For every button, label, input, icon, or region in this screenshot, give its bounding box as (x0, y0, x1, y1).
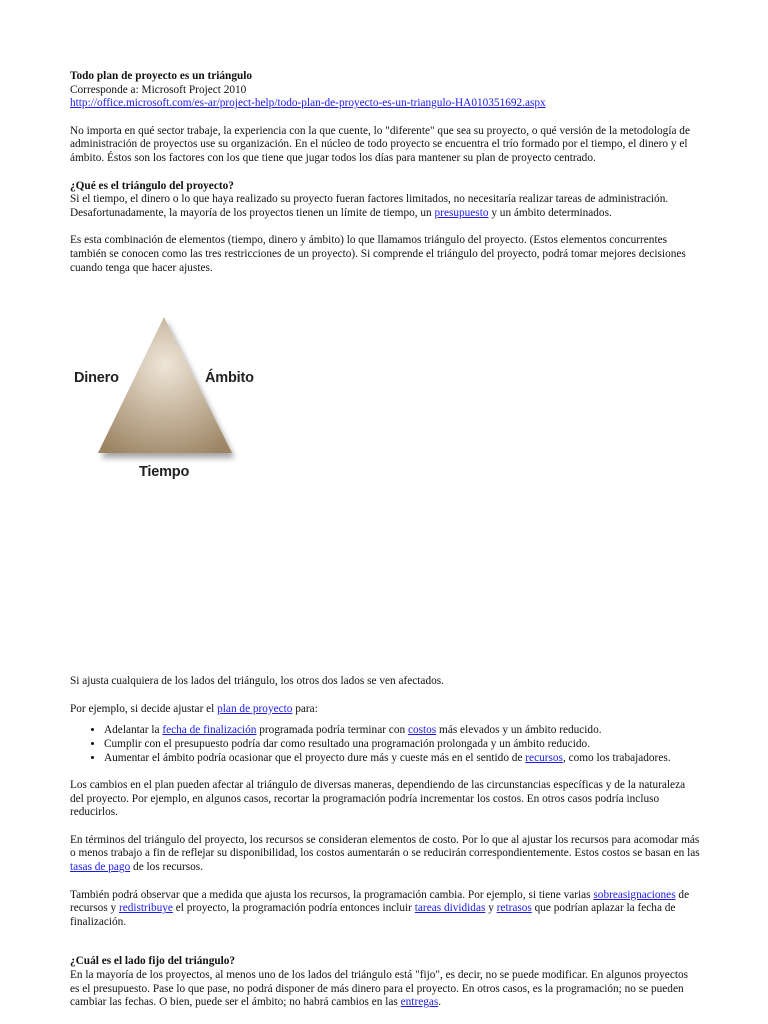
finish-date-link[interactable]: fecha de finalización (162, 724, 257, 737)
section-heading-fixed-side: ¿Cuál es el lado fijo del triángulo? (70, 955, 236, 968)
section1-paragraph-1: Si el tiempo, el dinero o lo que haya realizado su proyecto fueran factores limitados, no necesitaría realizar tareas de administración. Desafortunadamente, la mayoría de los proyectos tienen un límite de tiempo, un presupuesto y un ámbito determinados. (70, 193, 669, 219)
triangle-label-time: Tiempo (139, 464, 190, 481)
overallocations-link[interactable]: sobreasignaciones (593, 888, 676, 901)
costs-link[interactable]: costos (407, 724, 437, 737)
applies-to-text: Corresponde a: Microsoft Project 2010 (70, 83, 247, 96)
figure-whitespace (70, 481, 700, 675)
pay-rates-link[interactable]: tasas de pago (70, 861, 131, 874)
section2-paragraph-1: En la mayoría de los proyectos, al menos uno de los lados del triángulo está "fijo", es decir, no se puede modificar. En algunos proyectos es el presupuesto. Pase lo que pase, no podrá disponer de más dinero para el proyecto. En otros casos, es la programación; no se pueden cambiar las fechas. O bien, puede ser el ámbito; no habrá cambios en las entregas. (70, 969, 689, 1009)
triangle-graphic (72, 311, 272, 481)
level-link[interactable]: redistribuye (118, 902, 173, 915)
source-url-link[interactable]: http://office.microsoft.com/es-ar/project-help/todo-plan-de-proyecto-es-un-triangulo-HA010351692.aspx (70, 97, 546, 110)
project-triangle-figure (72, 311, 272, 481)
intro-paragraph: No importa en qué sector trabaje, la experiencia con la que cuente, lo "diferente" que sea su proyecto, o qué versión de la metodología de administración de proyectos use su organización. En el núcleo de todo proyecto se encuentra el trío formado por el tiempo, el dinero y el ámbito. Éstos son los factores con los que tiene que jugar todos los días para mantener su plan de proyecto centrado. (70, 124, 690, 164)
after-figure-paragraph-5: También podrá observar que a medida que ajusta los recursos, la programación cambia. Por ejemplo, si tiene varias sobreasignaciones de recursos y redistribuye el proyecto, la programación podría entonces incluir tareas divididas y retrasos que podrían aplazar la fecha de finalización. (70, 888, 690, 928)
project-plan-link[interactable]: plan de proyecto (217, 702, 293, 715)
section-heading-what-is-triangle: ¿Qué es el triángulo del proyecto? (70, 179, 234, 192)
section1-paragraph-2: Es esta combinación de elementos (tiempo, dinero y ámbito) lo que llamamos triángulo del proyecto. (Estos elementos concurrentes también se conocen como las tres restricciones de un proyecto). Si comprende el triángulo del proyecto, podrá tomar mejores decisiones cuando tenga que hacer ajustes. (70, 234, 686, 274)
adjustment-bullet-list (70, 724, 700, 765)
after-figure-paragraph-3: Los cambios en el plan pueden afectar al triángulo de diversas maneras, dependiendo de las circunstancias específicas y de la naturaleza del proyecto. Por ejemplo, en algunos casos, recortar la programación podría incrementar los costos. En otros casos podría incluso reducirlos. (70, 779, 686, 819)
list-item: • Cumplir con el presupuesto podría dar como resultado una programación prolongada y un ámbito reducido. (104, 738, 700, 752)
after-figure-paragraph-1: Si ajusta cualquiera de los lados del triángulo, los otros dos lados se ven afectados. (70, 675, 444, 688)
resources-link[interactable]: recursos (525, 751, 563, 764)
list-item: • Aumentar el ámbito podría ocasionar que el proyecto dure más y cueste más en el sentido de recursos, como los trabajadores. (104, 752, 700, 766)
deliverables-link[interactable]: entregas (400, 996, 439, 1009)
triangle-label-scope: Ámbito (205, 370, 254, 387)
document-title: Todo plan de proyecto es un triángulo (70, 70, 253, 82)
split-tasks-link[interactable]: tareas divididas (414, 902, 486, 915)
after-figure-paragraph-4: En términos del triángulo del proyecto, los recursos se consideran elementos de costo. Por lo que al ajustar los recursos para acomodar más o menos trabajo a fin de reflejar su disponibilidad, los costos aumentarán o se reducirán correspondientemente. Estos costos se basan en las tasas de pago de los recursos. (70, 833, 700, 874)
after-figure-paragraph-2: Por ejemplo, si decide ajustar el plan de proyecto para: (70, 702, 318, 715)
triangle-label-money: Dinero (74, 370, 119, 387)
budget-link[interactable]: presupuesto (434, 206, 489, 219)
document-page (70, 70, 700, 1010)
delays-link[interactable]: retrasos (496, 902, 532, 915)
list-item: • Adelantar la fecha de finalización programada podría terminar con costos más elevados y un ámbito reducido. (104, 724, 700, 738)
